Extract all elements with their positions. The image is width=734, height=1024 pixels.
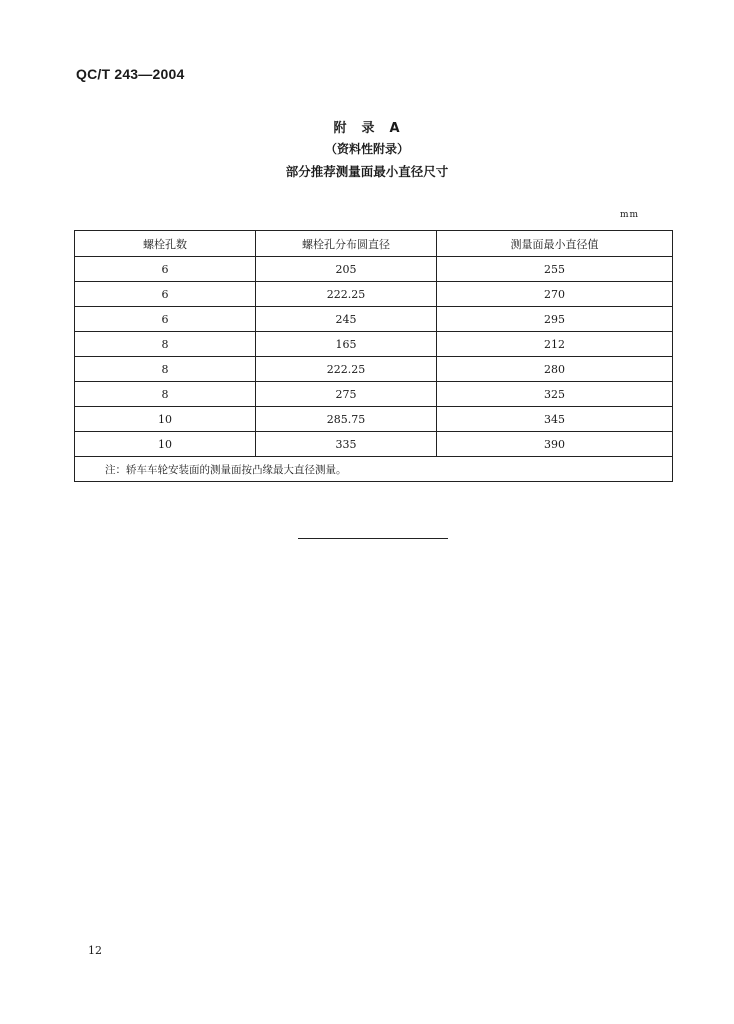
- table-row: [75, 407, 673, 432]
- cell-circle-diameter: 222.25: [256, 282, 437, 307]
- diameter-table: [74, 230, 673, 482]
- cell-hole-count: 8: [75, 357, 256, 382]
- cell-hole-count: 8: [75, 332, 256, 357]
- appendix-title: 附 录 A: [333, 121, 401, 136]
- end-rule: [298, 538, 448, 539]
- cell-circle-diameter: 205: [256, 257, 437, 282]
- cell-min-diameter: 255: [437, 257, 673, 282]
- cell-min-diameter: 325: [437, 382, 673, 407]
- appendix-subtitle: （资料性附录）: [324, 142, 409, 156]
- header-bolt-hole-count: 螺栓孔数: [75, 231, 256, 257]
- cell-hole-count: 6: [75, 282, 256, 307]
- cell-hole-count: 10: [75, 407, 256, 432]
- cell-hole-count: 10: [75, 432, 256, 457]
- table-row: [75, 432, 673, 457]
- cell-circle-diameter: 335: [256, 432, 437, 457]
- cell-min-diameter: 280: [437, 357, 673, 382]
- table-row: [75, 307, 673, 332]
- cell-circle-diameter: 165: [256, 332, 437, 357]
- cell-min-diameter: 212: [437, 332, 673, 357]
- cell-min-diameter: 390: [437, 432, 673, 457]
- unit-label: mm: [620, 210, 640, 220]
- cell-circle-diameter: 245: [256, 307, 437, 332]
- table-row: [75, 257, 673, 282]
- cell-min-diameter: 270: [437, 282, 673, 307]
- header-min-measuring-diameter: 测量面最小直径值: [437, 231, 673, 257]
- cell-circle-diameter: 222.25: [256, 357, 437, 382]
- table-note-row: [75, 457, 673, 482]
- page-number: 12: [88, 944, 102, 957]
- standard-code: QC/T 243—2004: [76, 66, 185, 82]
- cell-min-diameter: 295: [437, 307, 673, 332]
- header-bolt-circle-diameter: 螺栓孔分布圆直径: [256, 231, 437, 257]
- table-caption: 部分推荐测量面最小直径尺寸: [285, 164, 449, 179]
- table-row: [75, 382, 673, 407]
- cell-hole-count: 6: [75, 307, 256, 332]
- cell-circle-diameter: 275: [256, 382, 437, 407]
- cell-hole-count: 8: [75, 382, 256, 407]
- cell-circle-diameter: 285.75: [256, 407, 437, 432]
- cell-hole-count: 6: [75, 257, 256, 282]
- cell-min-diameter: 345: [437, 407, 673, 432]
- table-header-row: [75, 231, 673, 257]
- table-note: 注：轿车车轮安装面的测量面按凸缘最大直径测量。: [75, 457, 673, 482]
- table-row: [75, 282, 673, 307]
- table-row: [75, 332, 673, 357]
- table-row: [75, 357, 673, 382]
